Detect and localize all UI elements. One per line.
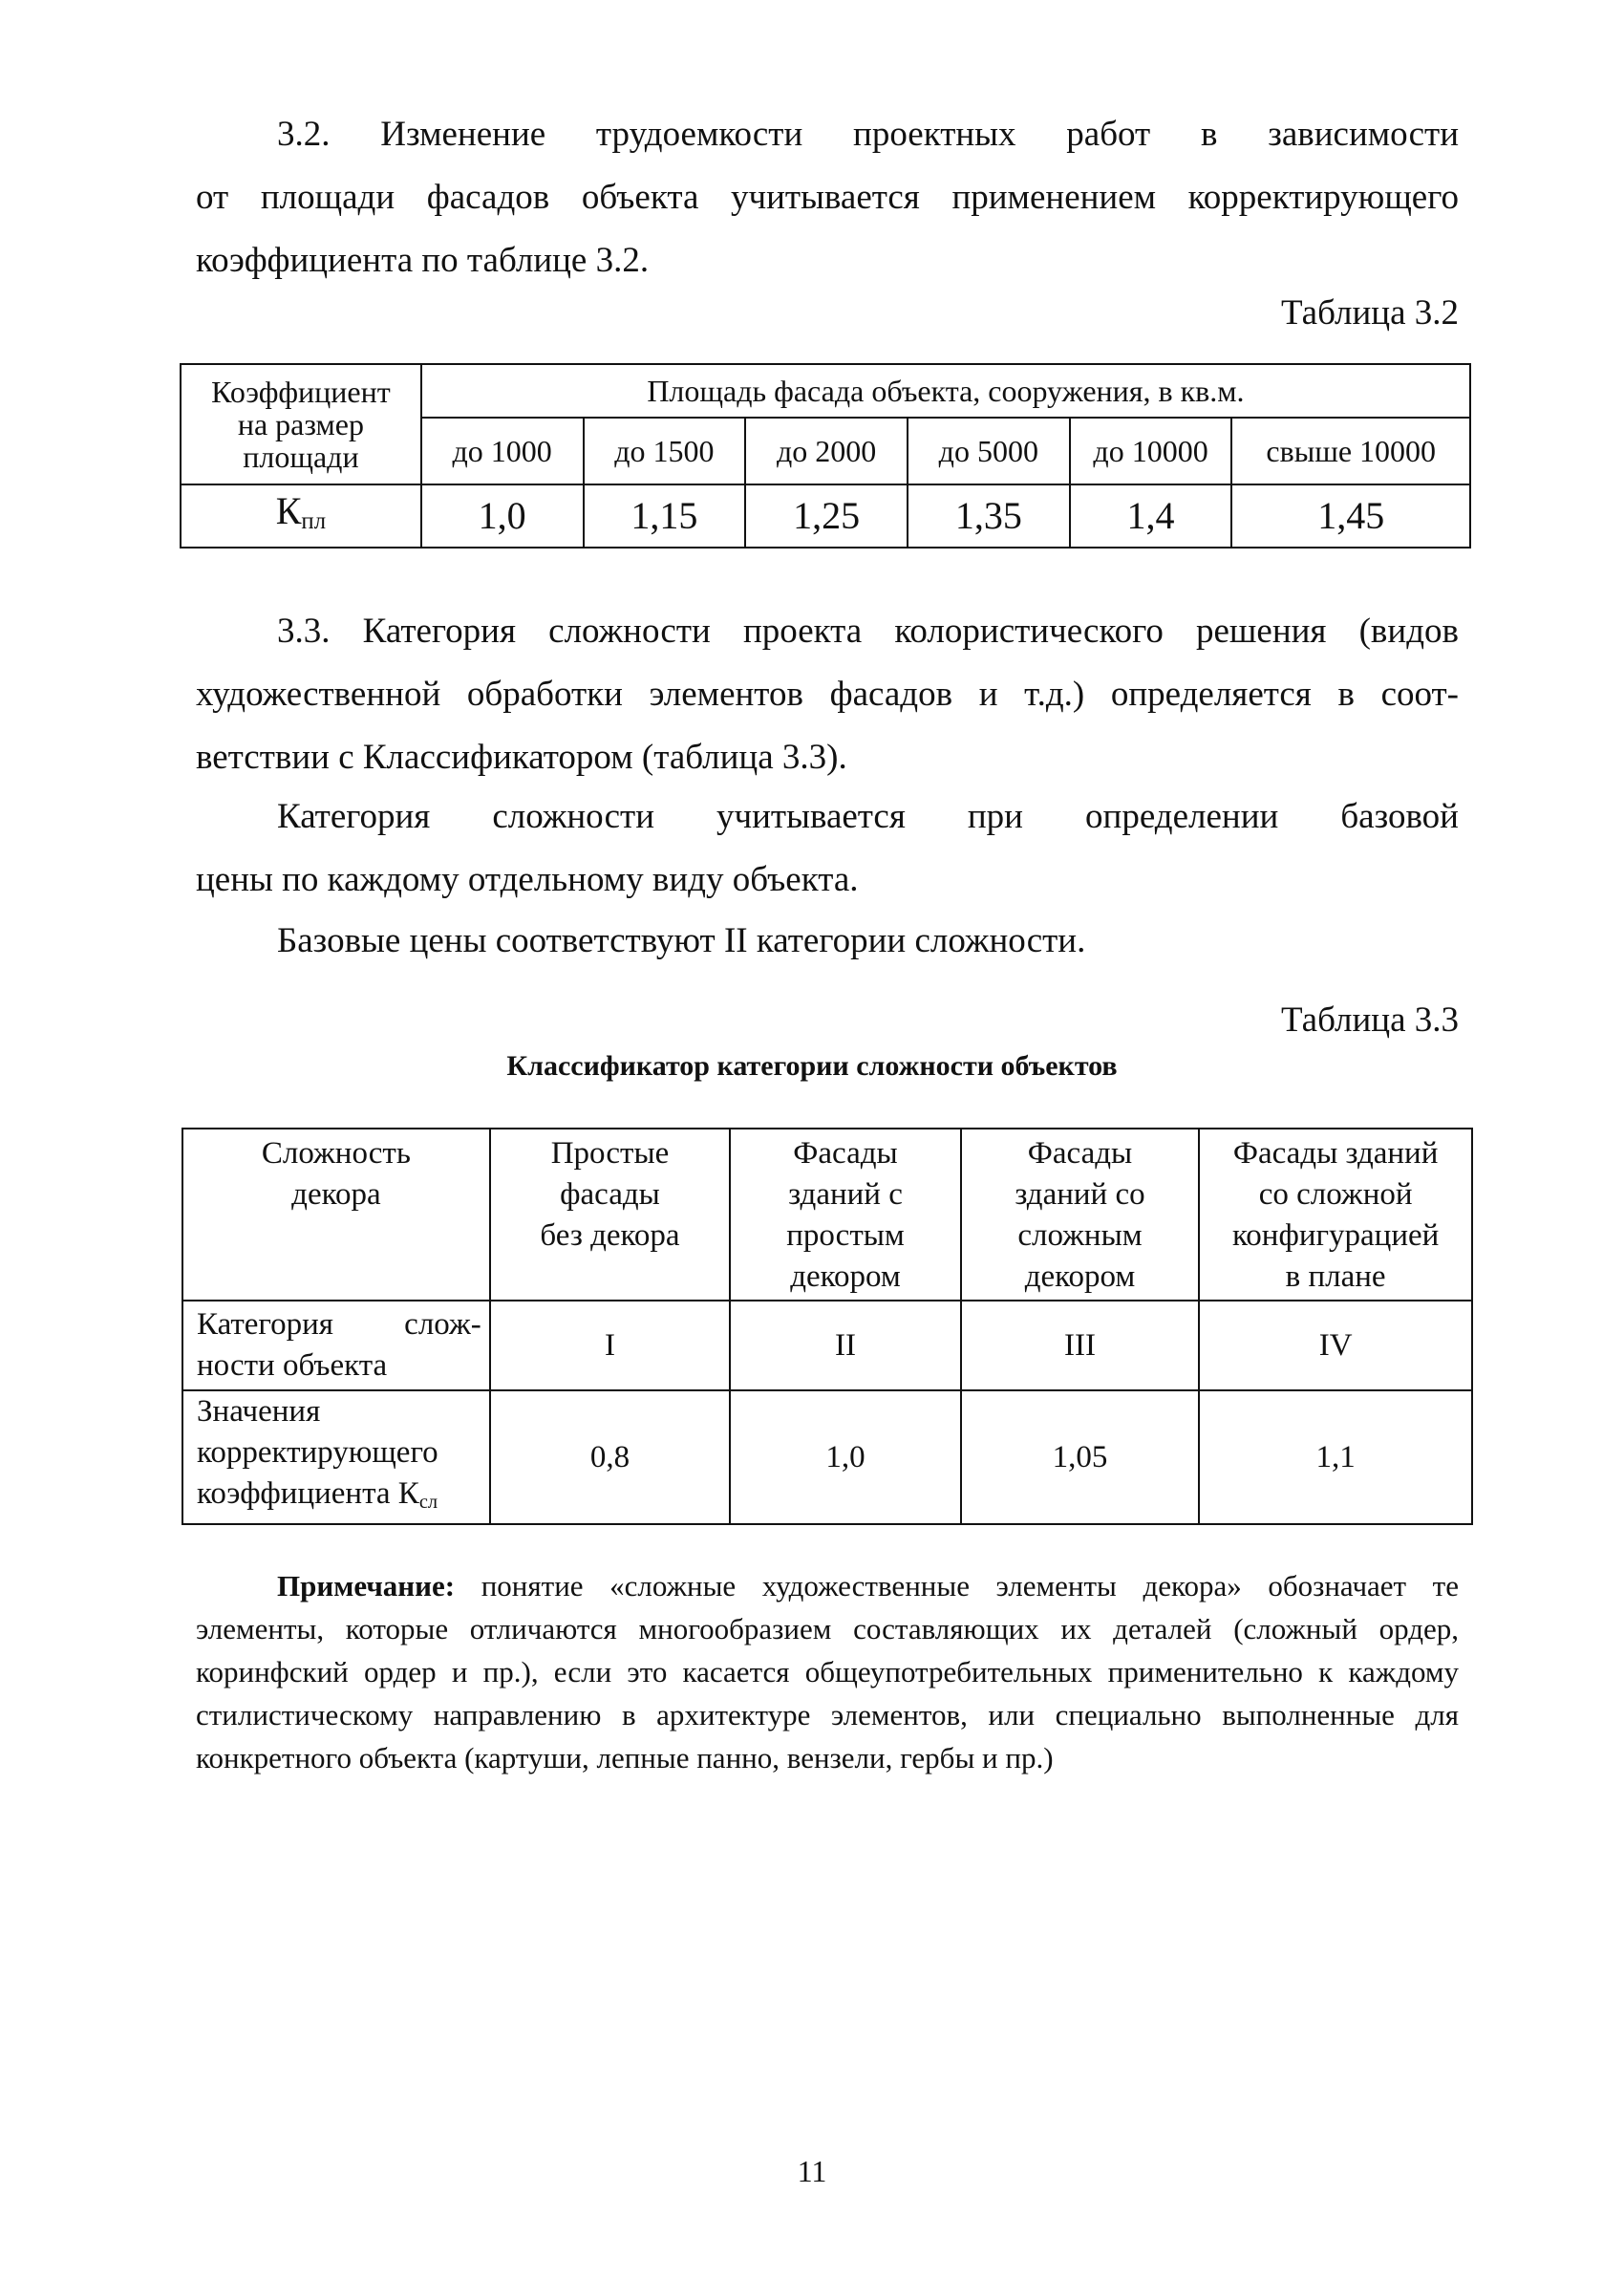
category-3-header [961, 1129, 1200, 1301]
header-line: Фасады [1027, 1136, 1133, 1171]
row-header-line-3: площади [243, 440, 359, 474]
section-3-2-text-1: 3.2. Изменение трудоемкости проектных работ в зависимости [277, 115, 1459, 154]
header-line: простым [786, 1218, 905, 1253]
coef-symbol-cell [181, 484, 421, 548]
coef-value: 1,45 [1231, 484, 1470, 548]
coef-value: 1,0 [730, 1390, 961, 1524]
note-title: Примечание: [277, 1569, 456, 1602]
category-2-header [730, 1129, 961, 1301]
header-line: Фасады зданий [1232, 1136, 1439, 1171]
category-value: III [961, 1301, 1200, 1390]
area-column-header: до 5000 [908, 418, 1070, 484]
header-line: без декора [540, 1218, 680, 1253]
coef-label-text: коэффициента К [197, 1476, 419, 1511]
header-line: зданий с [788, 1177, 903, 1212]
table-3-2-label: Таблица 3.2 [1281, 293, 1459, 333]
para-2-line-2: цены по каждому отдельному виду объекта. [196, 860, 859, 899]
para-2-line-1 [196, 785, 1459, 849]
coef-subscript: пл [301, 507, 327, 534]
coef-value: 1,15 [584, 484, 746, 548]
category-row-label [182, 1301, 490, 1390]
area-column-header: до 1500 [584, 418, 746, 484]
coef-value: 1,35 [908, 484, 1070, 548]
section-3-2-line-3: коэффициента по таблице 3.2. [196, 241, 650, 280]
table-3-2-group-header: Площадь фасада объекта, сооружения, в кв.м. [421, 364, 1470, 418]
note-text: понятие «сложные художественные элементы декора» обозначает те элементы, которые отличаются многообразием составляющих их деталей (сложный ордер, коринфский ордер и пр.), если это касается общеупотребительных применительно к каждому стилистическому направлению в архитектуре элементов, или специально выполненные для конкретного объекта (картуши, лепные панно, вензели, гербы и пр.) [196, 1569, 1459, 1775]
header-line: Фасады [793, 1136, 898, 1171]
note-paragraph [196, 1564, 1459, 1779]
header-line: в плане [1285, 1259, 1386, 1294]
area-column-header: свыше 10000 [1231, 418, 1470, 484]
coef-value: 1,4 [1070, 484, 1232, 548]
section-3-3-line-3: ветствии с Классификатором (таблица 3.3). [196, 738, 847, 777]
page-number: 11 [797, 2154, 827, 2188]
coef-value: 1,1 [1199, 1390, 1472, 1524]
header-line: сложным [1017, 1218, 1143, 1253]
row-header-line-2: на размер [237, 407, 364, 441]
header-line: Сложность [261, 1136, 411, 1171]
area-column-header: до 2000 [745, 418, 908, 484]
coef-row-label [182, 1390, 490, 1524]
row-header-line-1: Коэффициент [211, 375, 391, 409]
coef-symbol: К [275, 488, 302, 532]
section-3-3-line-1 [196, 600, 1459, 663]
area-column-header: до 10000 [1070, 418, 1232, 484]
table-3-3 [182, 1128, 1473, 1525]
category-value: IV [1199, 1301, 1472, 1390]
header-line: декором [790, 1259, 901, 1294]
coef-subscript: сл [418, 1492, 438, 1513]
label-line: Значения [197, 1394, 321, 1429]
coef-value: 1,25 [745, 484, 908, 548]
category-value: I [490, 1301, 730, 1390]
header-line: фасады [560, 1177, 660, 1212]
coef-value: 0,8 [490, 1390, 730, 1524]
para-3: Базовые цены соответствуют II категории сложности. [277, 921, 1086, 960]
section-3-2-line-1 [196, 103, 1459, 166]
area-column-header: до 1000 [421, 418, 584, 484]
category-4-header [1199, 1129, 1472, 1301]
label-line: Категория слож- [197, 1307, 481, 1342]
section-3-3-line-2: художественной обработки элементов фасадов и т.д.) определяется в соот- [196, 675, 1459, 714]
header-line: декора [291, 1177, 381, 1212]
category-1-header [490, 1129, 730, 1301]
category-value: II [730, 1301, 961, 1390]
section-3-2-line-2: от площади фасадов объекта учитывается применением корректирующего [196, 178, 1459, 217]
decor-complexity-header [182, 1129, 490, 1301]
coef-value: 1,0 [421, 484, 584, 548]
header-line: зданий со [1015, 1177, 1145, 1212]
header-line: конфигурацией [1231, 1218, 1440, 1253]
coef-value: 1,05 [961, 1390, 1200, 1524]
para-2-text-1: Категория сложности учитывается при определении базовой [277, 797, 1459, 836]
table-3-2 [180, 363, 1471, 548]
header-line: Простые [550, 1136, 670, 1171]
table-3-3-label: Таблица 3.3 [1281, 1000, 1459, 1040]
header-line: декором [1024, 1259, 1136, 1294]
label-line: корректирующего [197, 1435, 438, 1470]
table-3-3-title: Классификатор категории сложности объектов [506, 1050, 1118, 1082]
header-line: со сложной [1258, 1177, 1413, 1212]
label-line: ности объекта [197, 1348, 388, 1383]
label-line [197, 1473, 489, 1523]
section-3-3-text-1: 3.3. Категория сложности проекта колористического решения (видов [277, 612, 1459, 651]
table-3-2-row-header [181, 364, 421, 484]
